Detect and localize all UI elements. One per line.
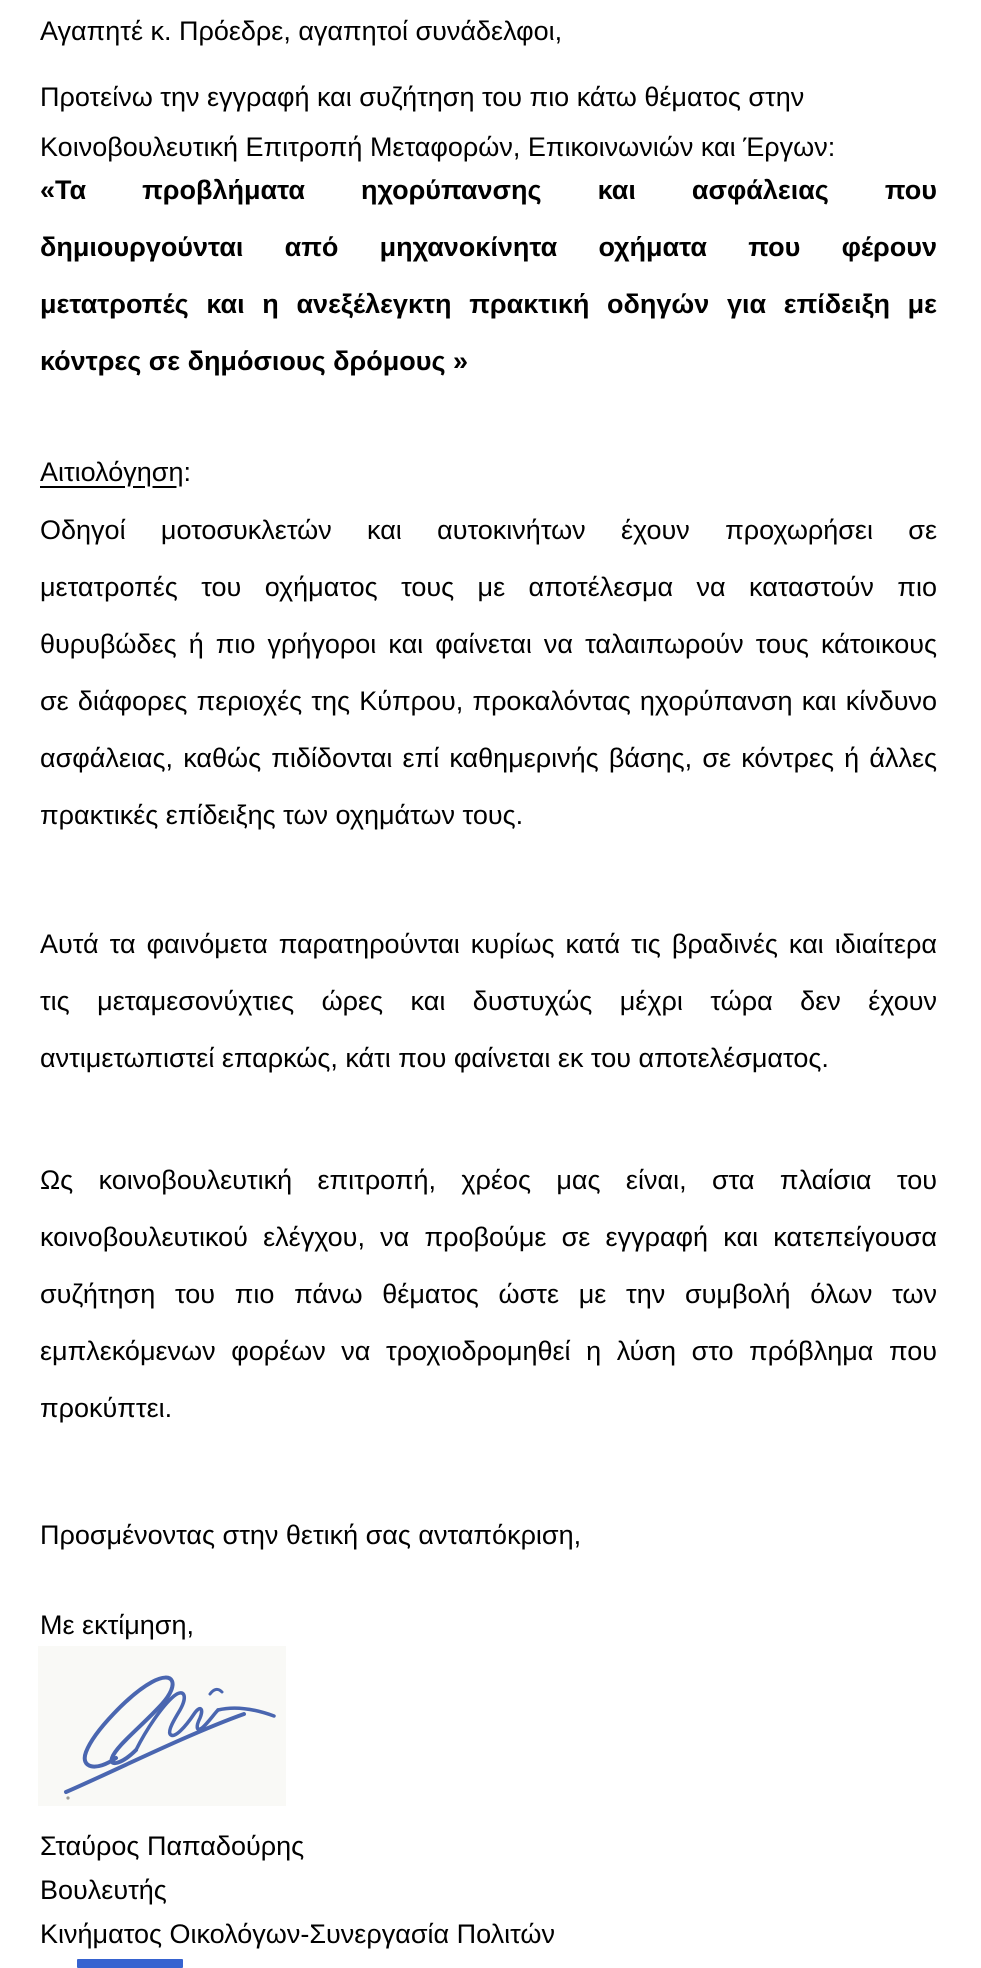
text-line: Προτείνω την εγγραφή και συζήτηση του πιο κάτω θέματος στην <box>40 82 805 112</box>
text-line: Οδηγοί μοτοσυκλετών και αυτοκινήτων έχουν προχωρήσει σε <box>40 515 937 545</box>
justification-heading <box>40 455 937 489</box>
signature-image <box>38 1646 286 1806</box>
text-line: κόντρες σε δημόσιους δρόμους » <box>40 346 469 376</box>
signer-block <box>40 1824 937 1956</box>
text-line: δημιουργούνται από μηχανοκίνητα οχήματα που φέρουν <box>40 232 937 262</box>
text-line: εμπλεκόμενων φορέων να τροχιοδρομηθεί η λύση στο πρόβλημα που <box>40 1336 937 1366</box>
closing-line: Προσμένοντας στην θετική σας ανταπόκριση, <box>40 1520 582 1550</box>
text-line: ασφάλειας, καθώς πιδίδονται επί καθημερινής βάσης, σε κόντρες ή άλλες <box>40 743 937 773</box>
text-line: προκύπτει. <box>40 1393 173 1423</box>
subject-heading <box>40 162 937 390</box>
text-line: Βουλευτής <box>40 1875 167 1905</box>
text-line: κοινοβουλευτικού ελέγχου, να προβούμε σε εγγραφή και κατεπείγουσα <box>40 1222 937 1252</box>
text-line: «Τα προβλήματα ηχορύπανσης και ασφάλειας που <box>40 175 937 205</box>
footer-bar <box>77 1959 183 1968</box>
text-line: Αυτά τα φαινόμετα παρατηρούνται κυρίως κατά τις βραδινές και ιδιαίτερα <box>40 929 937 959</box>
text-line: Σταύρος Παπαδούρης <box>40 1831 305 1861</box>
intro-paragraph <box>40 72 937 172</box>
body-paragraph-2 <box>40 916 937 1087</box>
text-line: πρακτικές επίδειξης των οχημάτων τους. <box>40 800 524 830</box>
text-line: αντιμετωπιστεί επαρκώς, κάτι που φαίνεται εκ του αποτελέσματος. <box>40 1043 829 1073</box>
justification-heading-label: Αιτιολόγηση <box>40 457 184 487</box>
signature-svg <box>38 1646 286 1806</box>
justification-heading-colon: : <box>183 457 191 487</box>
text-line: μετατροπές του οχήματος τους με αποτέλεσμα να καταστούν πιο <box>40 572 937 602</box>
text-line: σε διάφορες περιοχές της Κύπρου, προκαλόντας ηχορύπανση και κίνδυνο <box>40 686 937 716</box>
salutation: Αγαπητέ κ. Πρόεδρε, αγαπητοί συνάδελφοι, <box>40 16 563 46</box>
text-line: Ως κοινοβουλευτική επιτροπή, χρέος μας είναι, στα πλαίσια του <box>40 1165 937 1195</box>
text-line: θυρυβώδες ή πιο γρήγοροι και φαίνεται να ταλαιπωρούν τους κάτοικους <box>40 629 937 659</box>
body-paragraph-1 <box>40 502 937 844</box>
text-line: Κοινοβουλευτική Επιτροπή Μεταφορών, Επικοινωνιών και Έργων: <box>40 132 836 162</box>
text-line: Κινήματος Οικολόγων-Συνεργασία Πολιτών <box>40 1919 555 1949</box>
text-line: συζήτηση του πιο πάνω θέματος ώστε με την συμβολή όλων των <box>40 1279 937 1309</box>
text-line: μετατροπές και η ανεξέλεγκτη πρακτική οδηγών για επίδειξη με <box>40 289 937 319</box>
body-paragraph-3 <box>40 1152 937 1437</box>
signoff-line: Με εκτίμηση, <box>40 1610 194 1640</box>
text-line: τις μεταμεσονύχτιες ώρες και δυστυχώς μέχρι τώρα δεν έχουν <box>40 986 937 1016</box>
